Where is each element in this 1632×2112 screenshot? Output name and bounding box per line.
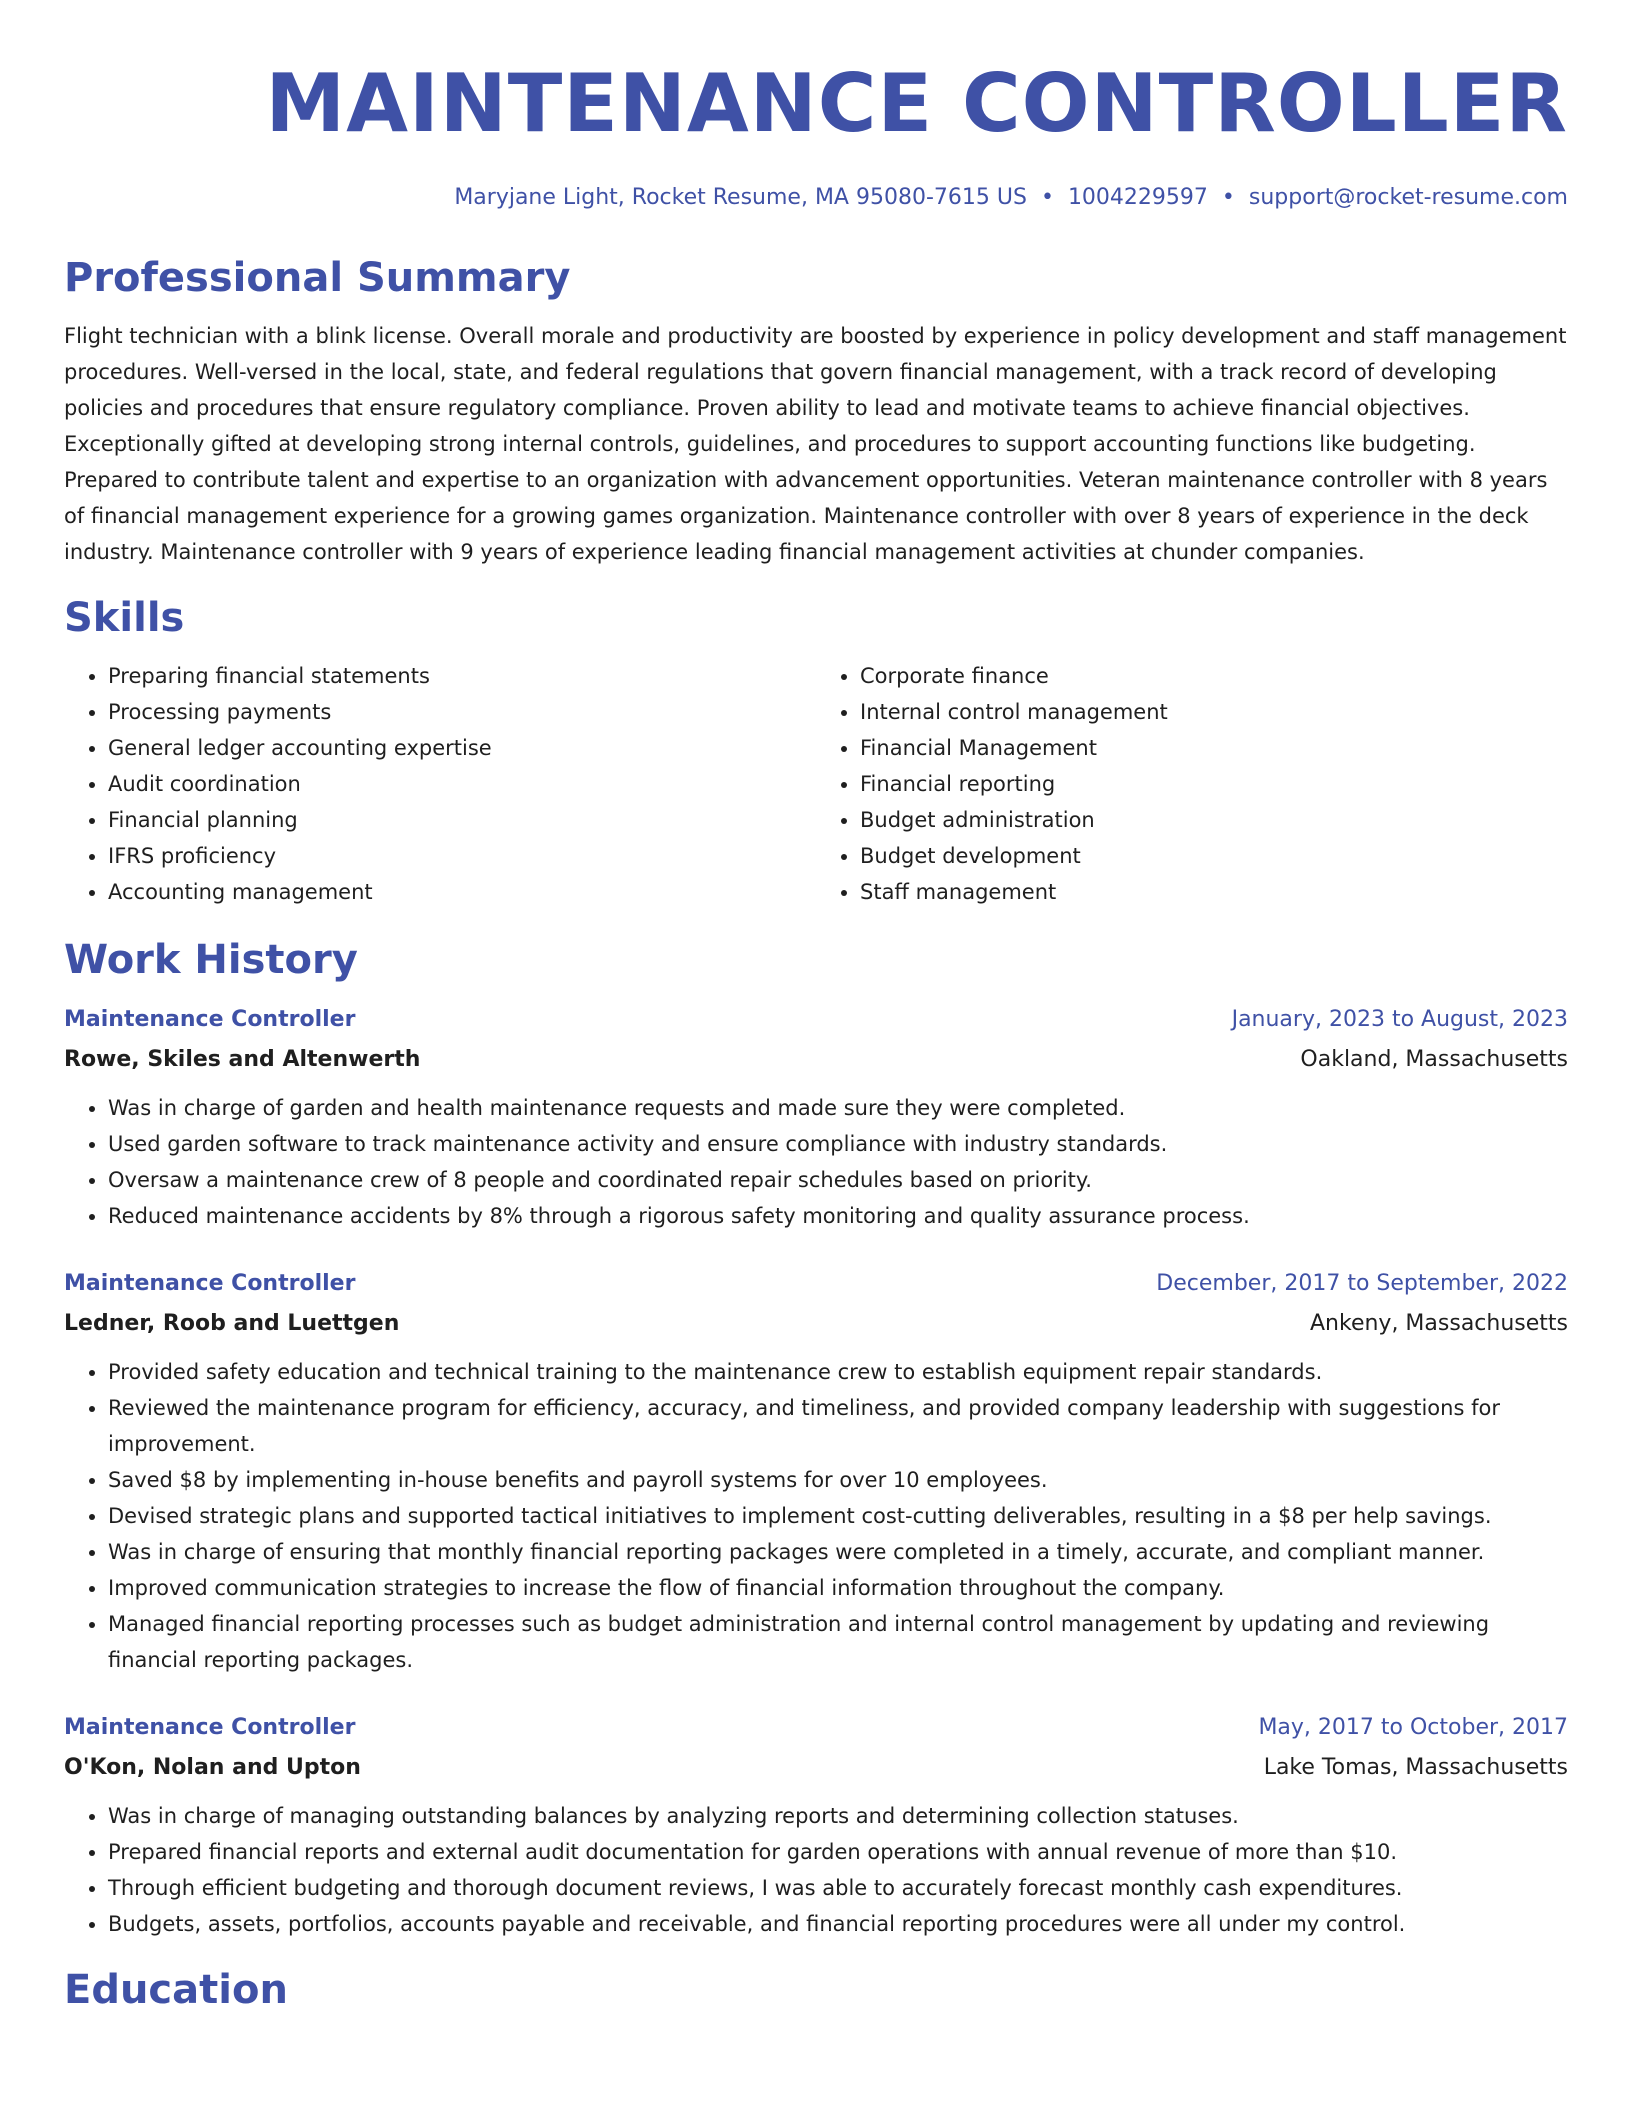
job-bullet: • Was in charge of managing outstanding balances by analyzing reports and determining collection statuses.: [108, 1798, 1568, 1834]
resume-name: MAINTENANCE CONTROLLER: [265, 57, 1568, 150]
skill-item: • Processing payments: [108, 694, 816, 730]
skills-list: [64, 658, 1568, 910]
skill-item: • Budget administration: [860, 802, 1568, 838]
skill-item: • Accounting management: [108, 874, 816, 910]
skill-item: • Audit coordination: [108, 766, 816, 802]
job-location: Ankeny, Massachusetts: [1310, 1311, 1568, 1336]
contact-email: support@rocket-resume.com: [1248, 185, 1568, 210]
summary-text: Flight technician with a blink license. Overall morale and productivity are boosted by experience in policy development and staff management procedures. Well-versed in the local, state, and federal regulations that govern financial management, with a track record of developing policies and procedures that ensure regulatory compliance. Proven ability to lead and motivate teams to achieve financial objectives. Exceptionally gifted at developing strong internal controls, guidelines, and procedures to support accounting functions like budgeting. Prepared to contribute talent and expertise to an organization with advancement opportunities. Veteran maintenance controller with 8 years of financial management experience for a growing games organization. Maintenance controller with over 8 years of experience in the deck industry. Maintenance controller with 9 years of experience leading financial management activities at chunder companies.: [64, 324, 1567, 564]
contact-separator: •: [1040, 185, 1054, 210]
job-bullet: • Used garden software to track maintenance activity and ensure compliance with industry standards.: [108, 1126, 1568, 1162]
job-subheader: [64, 1040, 1568, 1080]
job-bullet: • Budgets, assets, portfolios, accounts payable and receivable, and financial reporting procedures were all under my control.: [108, 1906, 1568, 1942]
job-bullet: • Through efficient budgeting and thorough document reviews, I was able to accurately forecast monthly cash expenditures.: [108, 1870, 1568, 1906]
job-dates: May, 2017 to October, 2017: [1258, 1715, 1568, 1740]
job-bullet: • Provided safety education and technical training to the maintenance crew to establish equipment repair standards.: [108, 1354, 1568, 1390]
skills-column-left: [64, 658, 816, 910]
job-entry: [64, 1708, 1568, 1942]
job-title: Maintenance Controller: [64, 1271, 356, 1296]
job-bullet: • Saved $8 by implementing in-house benefits and payroll systems for over 10 employees.: [108, 1462, 1568, 1498]
job-title: Maintenance Controller: [64, 1715, 356, 1740]
skill-item: • Corporate finance: [860, 658, 1568, 694]
skill-item: • Financial planning: [108, 802, 816, 838]
skills-column-right: [816, 658, 1568, 910]
skill-item: • Financial reporting: [860, 766, 1568, 802]
job-company: Ledner, Roob and Luettgen: [64, 1311, 400, 1336]
skill-item: • Financial Management: [860, 730, 1568, 766]
skill-item: • Internal control management: [860, 694, 1568, 730]
job-location: Oakland, Massachusetts: [1300, 1047, 1568, 1072]
job-bullet: • Oversaw a maintenance crew of 8 people and coordinated repair schedules based on priority.: [108, 1162, 1568, 1198]
job-bullets: [64, 1354, 1568, 1678]
job-header: [64, 1264, 1568, 1304]
job-subheader: [64, 1748, 1568, 1788]
job-bullet: • Managed financial reporting processes such as budget administration and internal control management by updating and reviewing financial reporting packages.: [108, 1606, 1568, 1678]
skill-item: • Preparing financial statements: [108, 658, 816, 694]
contact-line: [64, 182, 1568, 214]
contact-phone: 1004229597: [1067, 185, 1208, 210]
job-subheader: [64, 1304, 1568, 1344]
job-bullet: • Was in charge of garden and health maintenance requests and made sure they were completed.: [108, 1090, 1568, 1126]
job-title: Maintenance Controller: [64, 1007, 356, 1032]
contact-separator: •: [1221, 185, 1235, 210]
summary-heading: Professional Summary: [64, 255, 571, 301]
job-company: Rowe, Skiles and Altenwerth: [64, 1047, 421, 1072]
job-bullets: [64, 1090, 1568, 1234]
education-heading: Education: [64, 1967, 288, 2013]
skill-item: • Staff management: [860, 874, 1568, 910]
job-bullet: • Improved communication strategies to increase the flow of financial information throughout the company.: [108, 1570, 1568, 1606]
skill-item: • General ledger accounting expertise: [108, 730, 816, 766]
work-history-heading: Work History: [64, 937, 358, 983]
job-entry: [64, 1264, 1568, 1678]
job-bullet: • Devised strategic plans and supported tactical initiatives to implement cost-cutting deliverables, resulting in a $8 per help savings.: [108, 1498, 1568, 1534]
job-bullet: • Reduced maintenance accidents by 8% through a rigorous safety monitoring and quality assurance process.: [108, 1198, 1568, 1234]
job-bullets: [64, 1798, 1568, 1942]
job-header: [64, 1000, 1568, 1040]
job-dates: December, 2017 to September, 2022: [1156, 1271, 1568, 1296]
job-company: O'Kon, Nolan and Upton: [64, 1755, 361, 1780]
job-entry: [64, 1000, 1568, 1234]
skill-item: • Budget development: [860, 838, 1568, 874]
job-bullet: • Was in charge of ensuring that monthly financial reporting packages were completed in a timely, accurate, and compliant manner.: [108, 1534, 1568, 1570]
job-bullet: • Reviewed the maintenance program for efficiency, accuracy, and timeliness, and provided company leadership with suggestions for improvement.: [108, 1390, 1568, 1462]
skill-item: • IFRS proficiency: [108, 838, 816, 874]
contact-address: Maryjane Light, Rocket Resume, MA 95080-7615 US: [454, 185, 1027, 210]
job-bullet: • Prepared financial reports and external audit documentation for garden operations with annual revenue of more than $10.: [108, 1834, 1568, 1870]
job-location: Lake Tomas, Massachusetts: [1263, 1755, 1568, 1780]
job-dates: January, 2023 to August, 2023: [1231, 1007, 1568, 1032]
job-header: [64, 1708, 1568, 1748]
skills-heading: Skills: [64, 595, 185, 641]
